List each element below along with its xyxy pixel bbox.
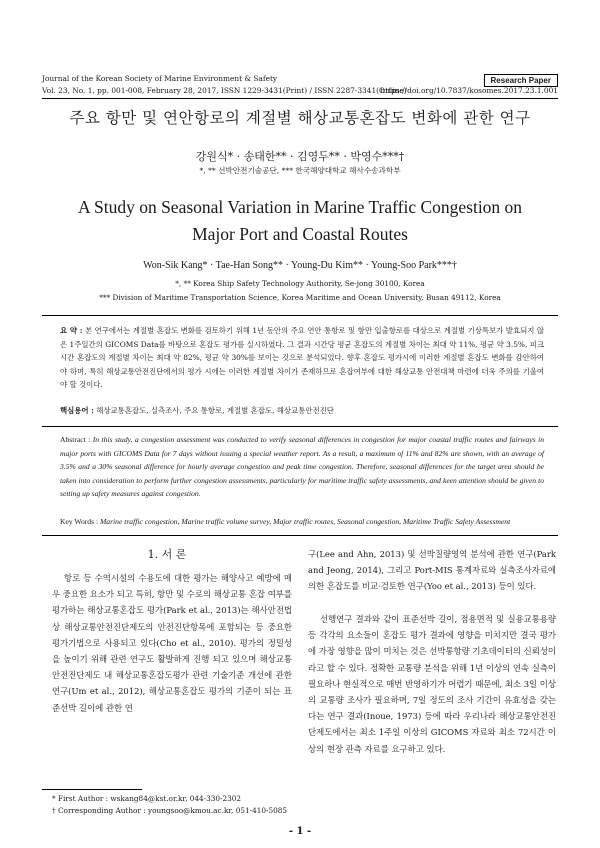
keywords-ko-body: 해상교통혼잡도, 실측조사, 주요 통항로, 계절별 혼잡도, 해상교통안전진단 bbox=[96, 406, 334, 415]
keywords-en-label: Key Words : bbox=[60, 517, 99, 526]
volume-info: Vol. 23, No. 1, pp. 001-008, February 28, 2017, ISSN 1229-3431(Print) / ISSN 2287-3341(Online) bbox=[42, 86, 407, 95]
section-heading: 1. 서 론 bbox=[147, 548, 187, 561]
keywords-ko bbox=[60, 404, 544, 418]
article-type-badge: Research Paper bbox=[484, 74, 558, 87]
keywords-ko-label: 핵심용어 : bbox=[60, 406, 94, 415]
footnote-rule bbox=[42, 789, 142, 790]
abstract-ko bbox=[60, 324, 544, 392]
keywords-en-body: Marine traffic congestion, Marine traffic volume survey, Major traffic routes, Seasonal congestion, Maritime Traffic Safety Assessment bbox=[99, 517, 511, 526]
authors-ko: 강원식* · 송태한** · 김영두** · 박영수***† bbox=[195, 150, 405, 163]
abstract-bottom-rule bbox=[42, 535, 558, 536]
affiliations-en-2: *** Division of Maritime Transportation Science, Korea Maritime and Ocean University, Busan 49112, Korea bbox=[99, 293, 501, 302]
affiliations-en-1: *, ** Korea Ship Safety Technology Authority, Se-jong 30100, Korea bbox=[175, 279, 425, 288]
doi-link[interactable]: https://doi.org/10.7837/kosomes.2017.23.1.001 bbox=[380, 86, 558, 95]
abstract-ko-label: 요 약 : bbox=[60, 326, 83, 335]
title-en-line1: A Study on Seasonal Variation in Marine Traffic Congestion on bbox=[77, 197, 523, 217]
abstract-en-label: Abstract : bbox=[60, 435, 91, 444]
right-column-text-1: 구(Lee and Ahn, 2013) 및 선박질량영역 분석에 관한 연구(Park and Jeong, 2014), 그리고 Port-MIS 통계자료와 실측조사자료에 의한 혼잡도를 비교·검토한 연구(Yoo et al., 2013) 등이 있다. bbox=[308, 549, 556, 592]
journal-name: Journal of the Korean Society of Marine Environment & Safety bbox=[42, 74, 278, 83]
left-column-text: 항로 등 수역시설의 수용도에 대한 평가는 해양사고 예방에 매우 중요한 요소가 되고 특히, 항만 및 수로의 해상교통 혼잡 여부를 평가하는 해상교통혼잡도 평가(Park et al., 2013)는 해사안전법 상 해상교통안전진단제도의 안전진단항목에 포함되는 등 중요한 평가기법으로 사용되고 있다(Cho et al., 2010). 평가의 정밀성을 높이기 위해 관련 연구도 활발하게 진행 되고 있으며 해상교통안전진단제도 내 해상교통혼잡도평가 관련 기술기준 개선에 관한 연구(Um et al., 2012), 해상교통혼잡도 평가의 기준이 되는 표준선박 길이에 관한 연 bbox=[52, 573, 292, 713]
page-number: - 1 - bbox=[288, 826, 312, 837]
authors-en: Won-Sik Kang* · Tae-Han Song** · Young-Du Kim** · Young-Soo Park***† bbox=[143, 260, 457, 271]
footnote-corresponding-author: † Corresponding Author : youngsoo@kmou.ac.kr, 051-410-5085 bbox=[52, 806, 288, 815]
right-column-text-2: 선행연구 결과와 같이 표준선박 길이, 점용면적 및 실용교통용량 등 각각의 요소들이 혼잡도 평가 결과에 영향을 미치지만 결국 평가에 가장 영향을 많이 미치는 것은 선박통항량 기초데이터의 신뢰성이라고 할 수 있다. 정확한 교통량 분석을 위해 1년 이상의 연속 실측이 필요하나 현실적으로 매번 반영하기가 어렵기 때문에, 최소 3일 이상의 교통량 조사가 필요하며, 7일 정도의 조사 기간이 유효성을 갖는다는 연구 결과(Inoue, 1973) 등에 따라 우리나라 해상교통안전진단제도에서는 최소 1주일 이상의 GICOMS 자료와 최소 72시간 이상의 현장 관측 자료를 요구하고 있다. bbox=[308, 614, 556, 754]
footnote-first-author: * First Author : wskang84@kst.or.kr, 044-330-2302 bbox=[52, 794, 242, 803]
abstract-mid-rule bbox=[42, 426, 558, 427]
abstract-en-body: In this study, a congestion assessment was conducted to verify seasonal differences in congestion for major coastal traffic routes and fairways in major ports with GICOMS Data for 7 days without issuing a special weather report. As a result, a maximum of 11% and 82% are shown, with an average of 3.5% and a 30% seasonal difference for hourly average congestion and peak time congestion. Therefore, seasonal differences for the target area should be taken into consideration to perform further congestion assessments, particularly for maritime traffic safety assessments, and keen attention should be given to setting up safety measures against congestion. bbox=[60, 435, 544, 499]
affiliations-ko: *, ** 선박안전기술공단, *** 한국해양대학교 해사수송과학부 bbox=[199, 166, 401, 175]
abstract-top-rule bbox=[42, 315, 558, 316]
title-ko: 주요 항만 및 연안항로의 계절별 해상교통혼잡도 변화에 관한 연구 bbox=[69, 109, 531, 127]
title-en-line2: Major Port and Coastal Routes bbox=[192, 224, 408, 244]
abstract-en bbox=[60, 433, 544, 501]
keywords-en bbox=[60, 515, 544, 529]
header-rule bbox=[42, 98, 558, 99]
abstract-ko-body: 본 연구에서는 계절별 혼잡도 변화를 검토하기 위해 1년 동안의 주요 연안 통항로 및 항만 입출항로를 대상으로 계절별 기상특보가 발효되지 않은 1주일간의 GICOMS Data를 바탕으로 혼잡도 평가를 실시하였다. 그 결과 시간당 평균 혼잡도의 계절별 차이는 최대 약 11%, 평균 약 3.5%, 피크시간 혼잡도의 계절별 차이는 최대 약 82%, 평균 약 30%를 보이는 것으로 분석되었다. 향후 혼잡도 평가시에 이러한 계절별 혼잡도 변화를 감안하여야 하며, 특히 해상교통안전진단에서의 평가 시에는 이러한 계절별 차이가 존재하므로 혼잡여부에 대한 해상교통 안전대책 마련에 더욱 주의를 기울여야 할 것이다. bbox=[60, 326, 544, 390]
